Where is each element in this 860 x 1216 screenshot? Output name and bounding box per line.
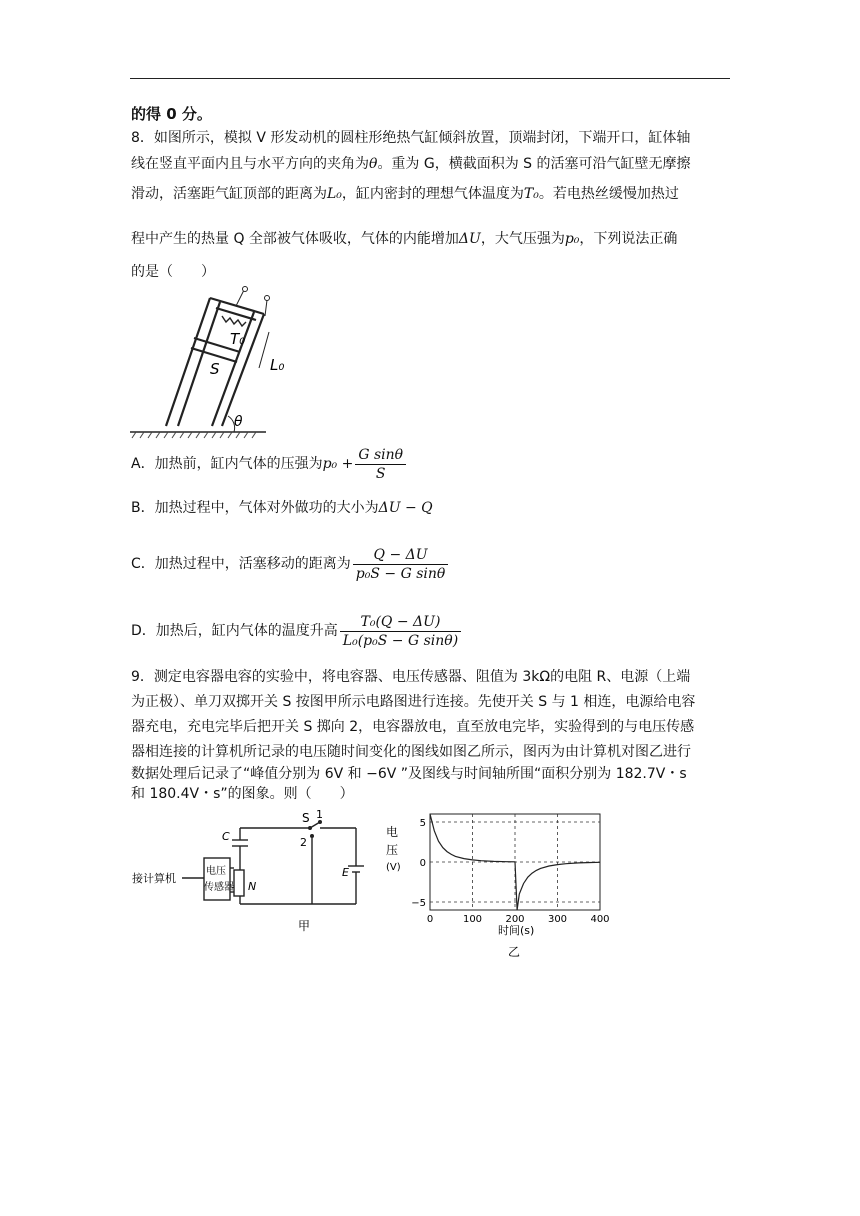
option-a-den: S: [375, 465, 386, 482]
cylinder-figure: [126, 286, 296, 442]
y-label-2: 压: [386, 843, 399, 857]
q8-line-2: [131, 154, 691, 174]
x-tick-label: 300: [547, 914, 568, 925]
p0-symbol: p₀: [564, 231, 580, 247]
q9-line-6: 和 180.4V・s”的图象。则（ ）: [131, 786, 354, 802]
y-tick-label: 0: [419, 858, 426, 869]
option-c-text: C．加热过程中，活塞移动的距离为: [131, 556, 351, 572]
option-b-expr: ΔU − Q: [378, 500, 433, 516]
option-d-text: D．加热后，缸内气体的温度升高: [131, 623, 338, 639]
T0-symbol: T₀: [523, 186, 539, 202]
option-a-pre: p₀ +: [322, 456, 354, 472]
header-rule: [130, 78, 730, 79]
resistor-N-label: N: [248, 880, 257, 893]
fig-T0-label: T₀: [230, 330, 246, 348]
switch-2-label: 2: [300, 836, 307, 849]
intro-line: 的得 0 分。: [131, 105, 212, 123]
option-c-den: p₀S − G sinθ: [355, 565, 446, 582]
option-d-fraction: [340, 613, 461, 650]
y-tick-label: 5: [419, 818, 426, 829]
sensor-label-2: 传感器: [204, 882, 234, 893]
option-c-fraction: [353, 546, 449, 583]
x-tick-label: 400: [590, 914, 610, 925]
dU-symbol: ΔU: [458, 231, 481, 247]
voltage-time-chart: [384, 806, 610, 962]
theta-symbol: θ: [369, 156, 378, 172]
x-tick-label: 100: [462, 914, 483, 925]
q8-line-2b: 。重为 G，横截面积为 S 的活塞可沿气缸壁无摩擦: [377, 156, 691, 172]
q9-line-4: 器相连接的计算机所记录的电压随时间变化的图线如图乙所示，图丙为由计算机对图乙进行: [131, 744, 691, 760]
fig-theta-label: θ: [234, 414, 243, 430]
L0-symbol: L₀: [327, 186, 342, 202]
circuit-figure: [130, 810, 398, 960]
fig-S-label: S: [210, 360, 220, 378]
q8-line-3b: ，缸内密封的理想气体温度为: [341, 186, 524, 202]
option-a: [131, 444, 408, 484]
q8-line-4c: ，下列说法正确: [579, 231, 678, 247]
option-b-text: B．加热过程中，气体对外做功的大小为: [131, 500, 379, 516]
x-tick-label: 200: [505, 914, 525, 925]
switch-1-label: 1: [316, 810, 323, 821]
option-a-fraction: [355, 446, 406, 483]
computer-label: 接计算机: [132, 872, 176, 885]
q9-line-3: 器充电，充电完毕后把开关 S 掷向 2，电容器放电，直至放电完毕，实验得到的与电压传感: [131, 719, 695, 735]
circuit-caption: 甲: [298, 919, 311, 933]
switch-S-label: S: [302, 811, 310, 825]
fig-L0-label: L₀: [270, 356, 285, 374]
q8-line-3: [131, 184, 679, 204]
option-a-num: G sinθ: [355, 446, 406, 465]
sensor-label-1: 电压: [206, 866, 226, 877]
battery-E-label: E: [342, 866, 349, 879]
y-label-3: (V): [386, 862, 401, 873]
capacitor-C-label: C: [222, 830, 230, 843]
q8-line-4b: ，大气压强为: [480, 231, 565, 247]
q9-line-1: 9．测定电容器电容的实验中，将电容器、电压传感器、阻值为 3kΩ的电阻 R、电源（上端: [131, 669, 691, 685]
option-d: [131, 611, 463, 651]
q9-line-2: 为正极）、单刀双掷开关 S 按图甲所示电路图进行连接。先使开关 S 与 1 相连，电源给电容: [131, 694, 696, 710]
option-a-text: A．加热前，缸内气体的压强为: [131, 456, 323, 472]
option-c-num: Q − ΔU: [353, 546, 449, 565]
q8-line-3a: 滑动，活塞距气缸顶部的距离为: [131, 186, 327, 202]
option-c: [131, 544, 450, 584]
q9-line-5: 数据处理后记录了“峰值分别为 6V 和 −6V ”及图线与时间轴所围“面积分别为 182.7V・s: [131, 766, 687, 782]
x-axis-label: 时间(s): [498, 924, 535, 937]
y-tick-label: −5: [411, 898, 426, 909]
graph-caption: 乙: [508, 945, 521, 959]
option-b: [131, 498, 433, 518]
q8-line-2a: 线在竖直平面内且与水平方向的夹角为: [131, 156, 369, 172]
q8-line-1: 8．如图所示，模拟 V 形发动机的圆柱形绝热气缸倾斜放置，顶端封闭，下端开口，缸体轴: [131, 130, 691, 146]
q8-line-5: 的是（ ）: [131, 264, 215, 280]
q8-line-4a: 程中产生的热量 Q 全部被气体吸收，气体的内能增加: [131, 231, 459, 247]
y-label-1: 电: [386, 825, 399, 839]
option-d-num: T₀(Q − ΔU): [340, 613, 461, 632]
q8-line-3c: 。若电热丝缓慢加热过: [538, 186, 679, 202]
q8-line-4: [131, 229, 677, 249]
x-tick-label: 0: [426, 914, 434, 925]
option-d-den: L₀(p₀S − G sinθ): [342, 632, 459, 649]
